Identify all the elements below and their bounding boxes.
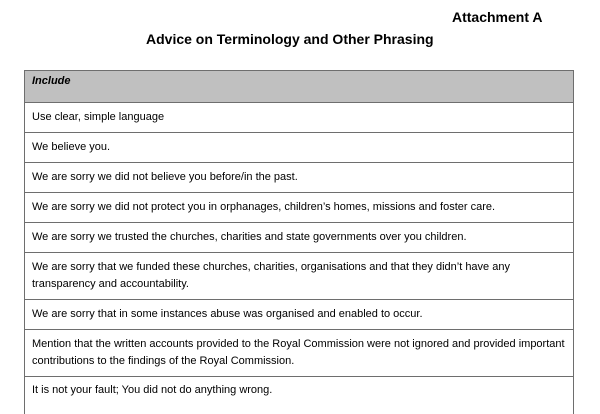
table-row [25, 103, 574, 133]
page-title: Advice on Terminology and Other Phrasing [146, 31, 434, 47]
table-cell: We are sorry we did not believe you before/in the past. [25, 163, 574, 193]
table-row [25, 163, 574, 193]
table-cell: We are sorry that we funded these churches, charities, organisations and that they didn’t have any transparency and accountability. [25, 253, 574, 300]
table-cell: Mention that the written accounts provided to the Royal Commission were not ignored and provided important contributions to the findings of the Royal Commission. [25, 330, 574, 377]
table-cell: We believe you. [25, 133, 574, 163]
table-row [25, 377, 574, 414]
table-cell: We are sorry we did not protect you in orphanages, children’s homes, missions and foster care. [25, 193, 574, 223]
table-row [25, 223, 574, 253]
table-row [25, 193, 574, 223]
table-row [25, 253, 574, 300]
table-cell: Use clear, simple language [25, 103, 574, 133]
table-cell: It is not your fault; You did not do anything wrong. [25, 377, 574, 414]
table-cell: We are sorry that in some instances abuse was organised and enabled to occur. [25, 300, 574, 330]
advice-table [24, 70, 574, 414]
table-row [25, 133, 574, 163]
table-row [25, 330, 574, 377]
table-row [25, 300, 574, 330]
attachment-label: Attachment A [452, 9, 543, 25]
table-header-row [25, 71, 574, 103]
table-cell: We are sorry we trusted the churches, charities and state governments over you children. [25, 223, 574, 253]
column-header-include: Include [25, 71, 574, 103]
